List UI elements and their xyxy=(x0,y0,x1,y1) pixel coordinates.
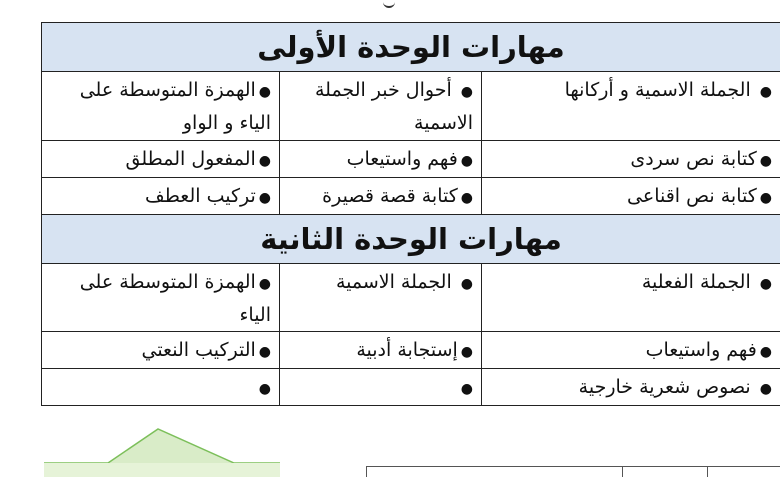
table-cell xyxy=(42,72,280,141)
table-cell xyxy=(42,264,280,332)
table-cell xyxy=(280,72,482,141)
table-row xyxy=(42,178,780,215)
table-cell xyxy=(482,369,780,406)
bullet-icon: ● xyxy=(760,381,772,397)
bullet-icon: ● xyxy=(760,153,772,169)
bullet-icon: ● xyxy=(760,344,772,360)
cell-text: أحوال خبر الجملة الاسمية xyxy=(315,79,473,134)
cell-text: المفعول المطلق xyxy=(126,148,256,170)
table-cell xyxy=(482,178,780,215)
table-cell xyxy=(482,332,780,369)
table-cell xyxy=(280,264,482,332)
cell-text: الهمزة المتوسطة على الياء و الواو xyxy=(80,79,271,134)
bullet-icon: ● xyxy=(760,190,772,206)
cell-text: نصوص شعرية خارجية xyxy=(579,376,751,398)
table-row xyxy=(42,332,780,369)
top-mark xyxy=(383,0,395,8)
bottom-box-decoration xyxy=(366,466,780,477)
unit2-header-row xyxy=(42,215,780,264)
bullet-icon: ● xyxy=(461,190,473,206)
table-cell xyxy=(482,72,780,141)
cell-text: تركيب العطف xyxy=(145,185,256,207)
table-cell xyxy=(280,369,482,406)
table-row xyxy=(42,369,780,406)
table-cell xyxy=(42,332,280,369)
bullet-icon: ● xyxy=(461,381,473,397)
bullet-icon: ● xyxy=(760,276,772,292)
table-cell xyxy=(42,369,280,406)
bullet-icon: ● xyxy=(259,276,271,292)
table-cell xyxy=(42,141,280,178)
unit2-title: مهارات الوحدة الثانية xyxy=(42,215,780,264)
cell-text: الهمزة المتوسطة على الياء xyxy=(80,271,271,326)
bullet-icon: ● xyxy=(461,153,473,169)
table-row xyxy=(42,141,780,178)
table-cell xyxy=(280,141,482,178)
cell-text: الجملة الفعلية xyxy=(642,271,751,293)
cell-text: كتابة نص سردى xyxy=(630,148,756,170)
cell-text: فهم واستيعاب xyxy=(347,148,458,170)
bullet-icon: ● xyxy=(259,190,271,206)
table-row xyxy=(42,264,780,332)
cell-text: كتابة قصة قصيرة xyxy=(322,185,458,207)
cell-text: إستجابة أدبية xyxy=(356,339,457,361)
bullet-icon: ● xyxy=(760,84,772,100)
box-divider xyxy=(707,467,708,477)
box-divider xyxy=(622,467,623,477)
table-cell xyxy=(280,178,482,215)
table-cell xyxy=(482,264,780,332)
bullet-icon: ● xyxy=(461,344,473,360)
cell-text: فهم واستيعاب xyxy=(646,339,757,361)
bullet-icon: ● xyxy=(259,153,271,169)
table-row xyxy=(42,72,780,141)
unit1-title: مهارات الوحدة الأولى xyxy=(42,23,780,72)
cell-text: التركيب النعتي xyxy=(141,339,255,361)
cell-text: كتابة نص اقناعى xyxy=(627,185,757,207)
cell-text: الجملة الاسمية و أركانها xyxy=(565,79,751,101)
table-cell xyxy=(42,178,280,215)
table-cell xyxy=(482,141,780,178)
bullet-icon: ● xyxy=(461,276,473,292)
table-cell xyxy=(280,332,482,369)
bullet-icon: ● xyxy=(259,381,271,397)
bullet-icon: ● xyxy=(259,84,271,100)
unit1-header-row xyxy=(42,23,780,72)
skills-table xyxy=(41,22,780,406)
cell-text: الجملة الاسمية xyxy=(336,271,452,293)
bullet-icon: ● xyxy=(259,344,271,360)
bullet-icon: ● xyxy=(461,84,473,100)
